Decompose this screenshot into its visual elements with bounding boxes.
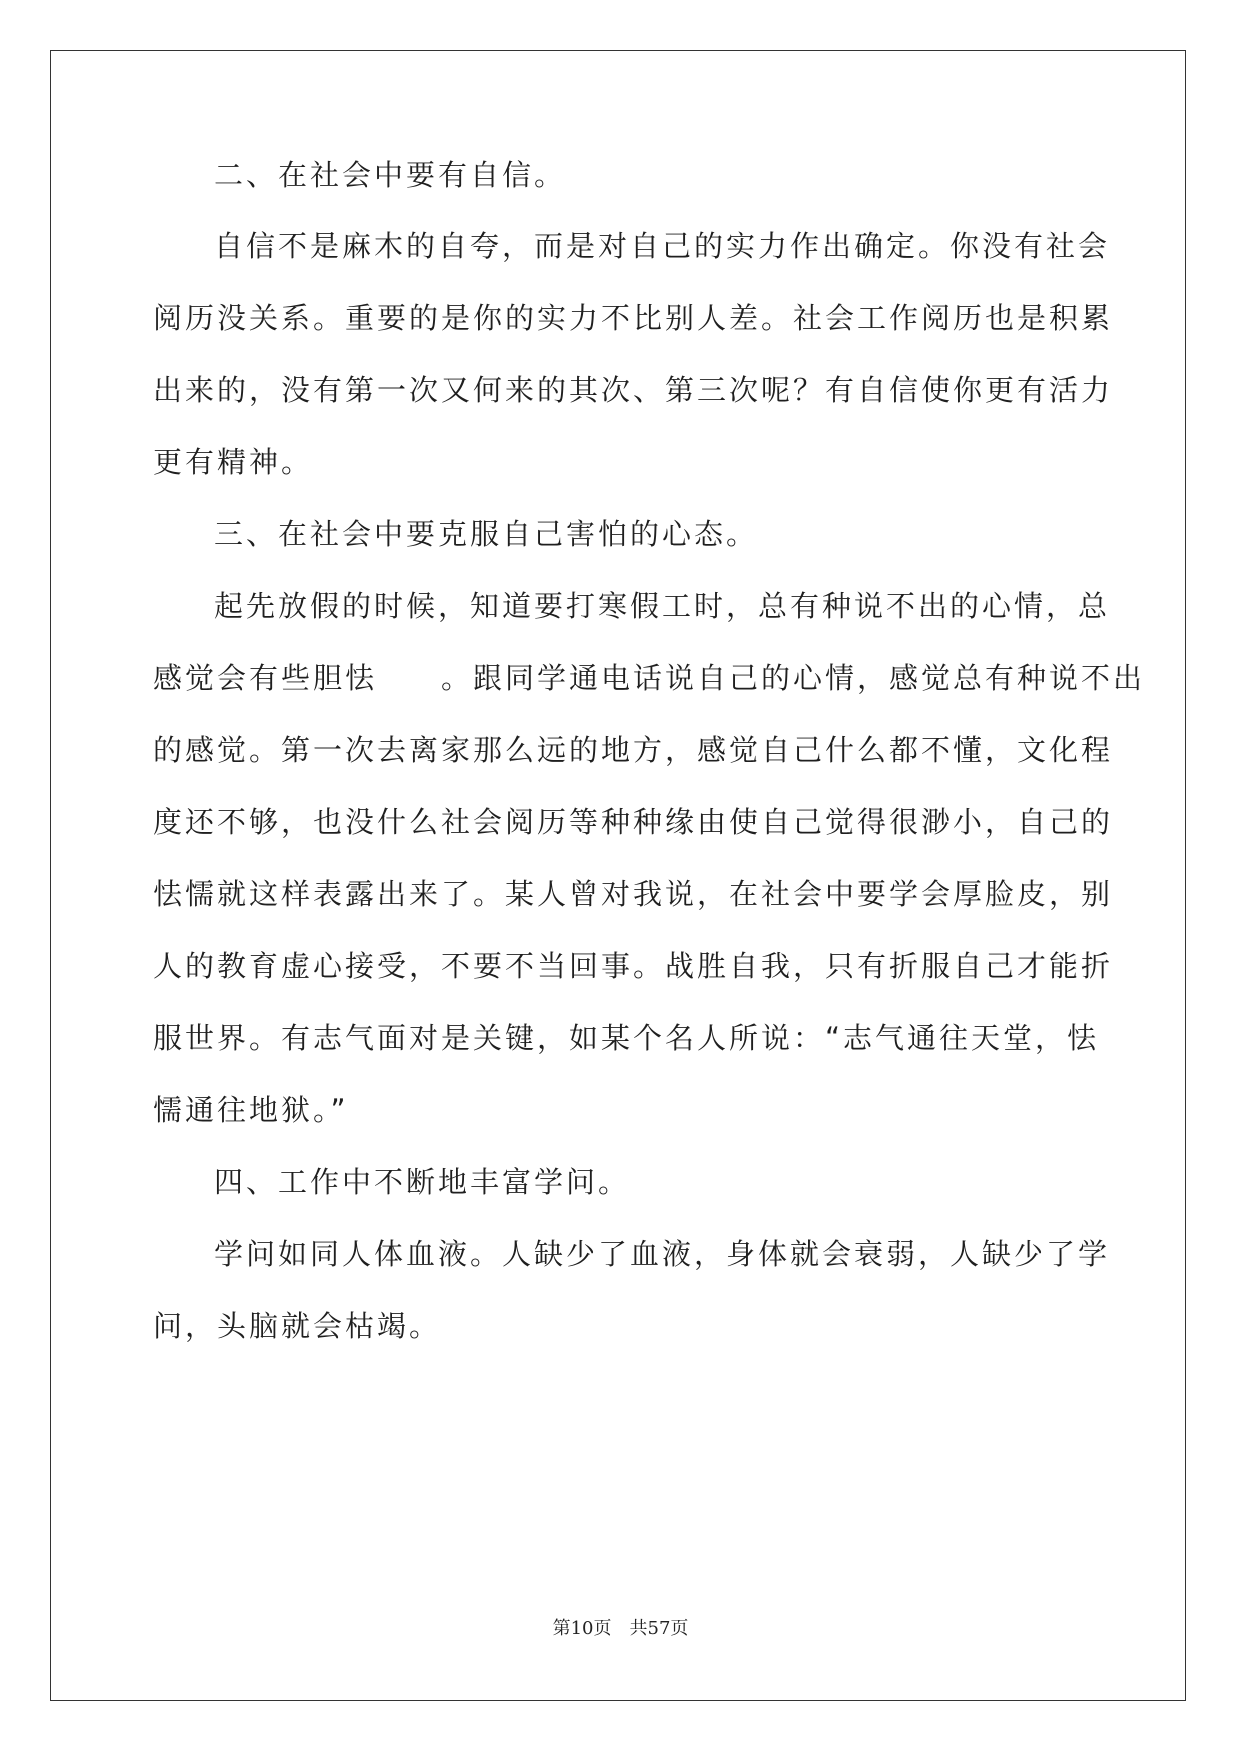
paragraph-line: 服世界。有志气面对是关键，如某个名人所说：“志气通往天堂，怯 — [153, 1021, 1100, 1055]
paragraph-line: 度还不够，也没什么社会阅历等种种缘由使自己觉得很渺小，自己的 — [153, 805, 1114, 839]
page-current: 10 — [570, 1618, 594, 1639]
heading-2: 二、在社会中要有自信。 — [214, 158, 567, 192]
page-label-prefix: 第 — [552, 1618, 571, 1639]
page-footer — [0, 1617, 1241, 1641]
paragraph-line: 人的教育虚心接受，不要不当回事。战胜自我，只有折服自己才能折 — [153, 949, 1114, 983]
paragraph-line: 起先放假的时候，知道要打寒假工时，总有种说不出的心情，总 — [214, 589, 1111, 623]
paragraph-line: 的感觉。第一次去离家那么远的地方，感觉自己什么都不懂，文化程 — [153, 733, 1114, 767]
paragraph-line: 学问如同人体血液。人缺少了血液，身体就会衰弱，人缺少了学 — [214, 1237, 1111, 1271]
paragraph-line: 阅历没关系。重要的是你的实力不比别人差。社会工作阅历也是积累 — [153, 301, 1114, 335]
page-label-mid: 页 共 — [593, 1618, 648, 1639]
paragraph-line: 怯懦就这样表露出来了。某人曾对我说，在社会中要学会厚脸皮，别 — [153, 877, 1114, 911]
heading-3: 三、在社会中要克服自己害怕的心态。 — [214, 517, 759, 551]
paragraph-line: 出来的，没有第一次又何来的其次、第三次呢？有自信使你更有活力 — [153, 373, 1114, 407]
paragraph-line: 自信不是麻木的自夸，而是对自己的实力作出确定。你没有社会 — [214, 229, 1111, 263]
paragraph-line: 懦通往地狱。” — [153, 1093, 349, 1127]
page-total: 57 — [647, 1618, 671, 1639]
heading-4: 四、工作中不断地丰富学问。 — [214, 1165, 631, 1199]
paragraph-line: 感觉会有些胆怯 。跟同学通电话说自己的心情，感觉总有种说不出 — [153, 661, 1146, 695]
page-label-suffix: 页 — [670, 1618, 689, 1639]
paragraph-line: 更有精神。 — [153, 445, 314, 479]
paragraph-line: 问，头脑就会枯竭。 — [153, 1309, 442, 1343]
